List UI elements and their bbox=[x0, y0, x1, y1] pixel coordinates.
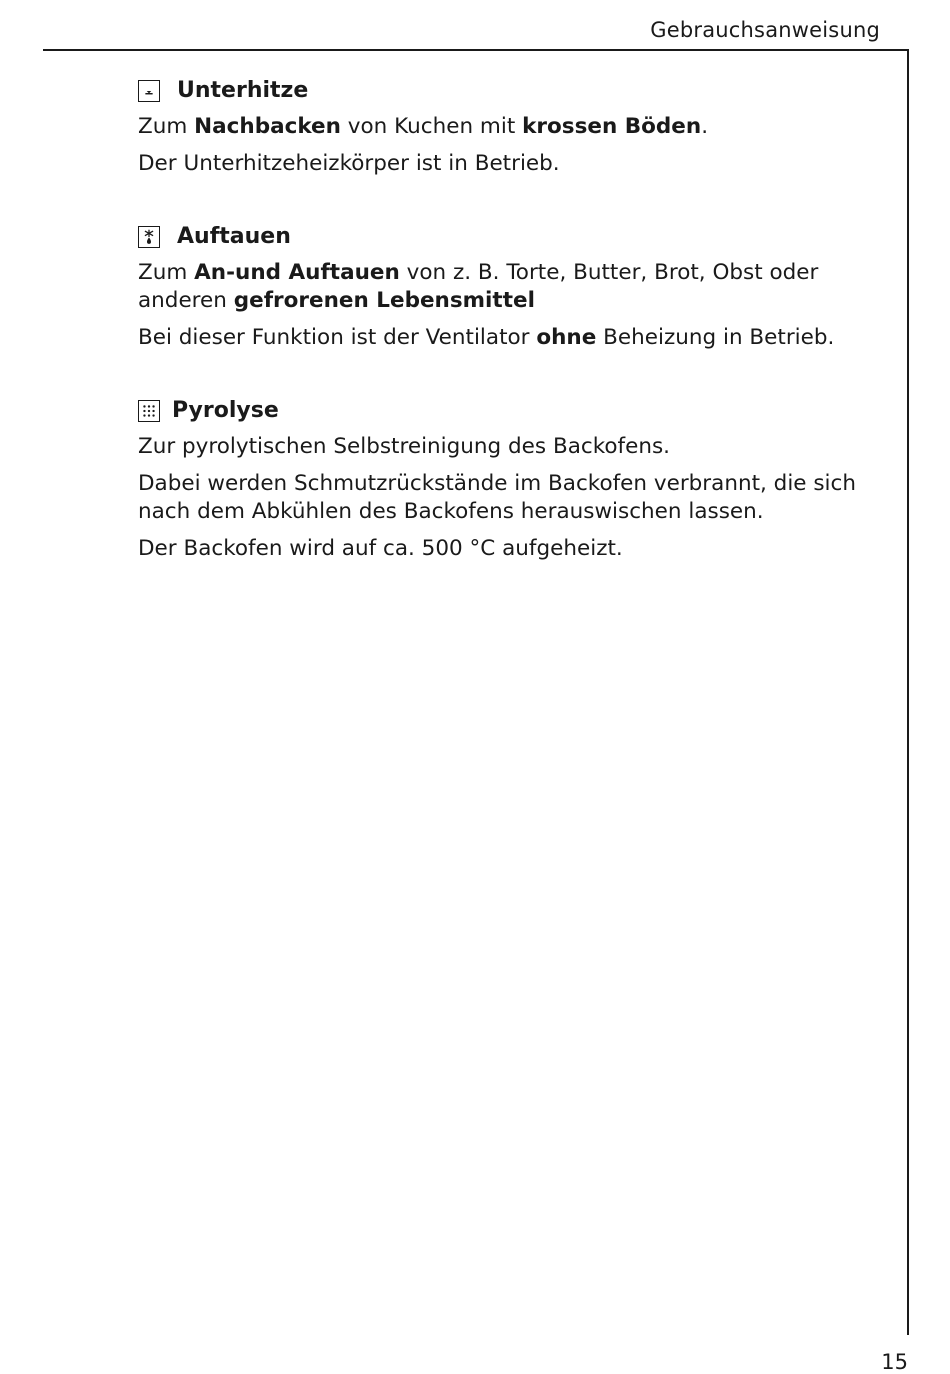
section-pyrolyse bbox=[138, 398, 883, 563]
section-title: Pyrolyse bbox=[172, 398, 279, 423]
section-paragraph: Der Backofen wird auf ca. 500 °C aufgeheizt. bbox=[138, 536, 623, 561]
pyrolysis-icon bbox=[138, 400, 160, 422]
page-number: 15 bbox=[881, 1350, 908, 1374]
section-heading bbox=[138, 224, 883, 249]
section-paragraph: Zur pyrolytischen Selbstreinigung des Backofens. bbox=[138, 434, 670, 459]
section-paragraph: Zum Nachbacken von Kuchen mit krossen Böden. bbox=[138, 114, 709, 139]
header-rule bbox=[43, 49, 909, 51]
margin-rule bbox=[907, 49, 909, 1335]
section-auftauen bbox=[138, 224, 883, 352]
section-heading bbox=[138, 398, 883, 423]
page-content bbox=[138, 78, 883, 609]
section-title: Unterhitze bbox=[177, 78, 309, 103]
running-header: Gebrauchsanweisung bbox=[650, 18, 880, 42]
bottom-heat-icon bbox=[138, 80, 160, 102]
section-heading bbox=[138, 78, 883, 103]
section-paragraph: Bei dieser Funktion ist der Ventilator ohne Beheizung in Betrieb. bbox=[138, 325, 835, 350]
section-paragraph: Zum An-und Auftauen von z. B. Torte, Butter, Brot, Obst oder anderen gefrorenen Lebensmittel bbox=[138, 260, 819, 313]
section-paragraph: Dabei werden Schmutzrückstände im Backofen verbrannt, die sich nach dem Abkühlen des Backofens herauswischen lassen. bbox=[138, 471, 856, 524]
section-unterhitze bbox=[138, 78, 883, 178]
section-title: Auftauen bbox=[177, 224, 291, 249]
section-paragraph: Der Unterhitzeheizkörper ist in Betrieb. bbox=[138, 151, 560, 176]
defrost-icon bbox=[138, 226, 160, 248]
